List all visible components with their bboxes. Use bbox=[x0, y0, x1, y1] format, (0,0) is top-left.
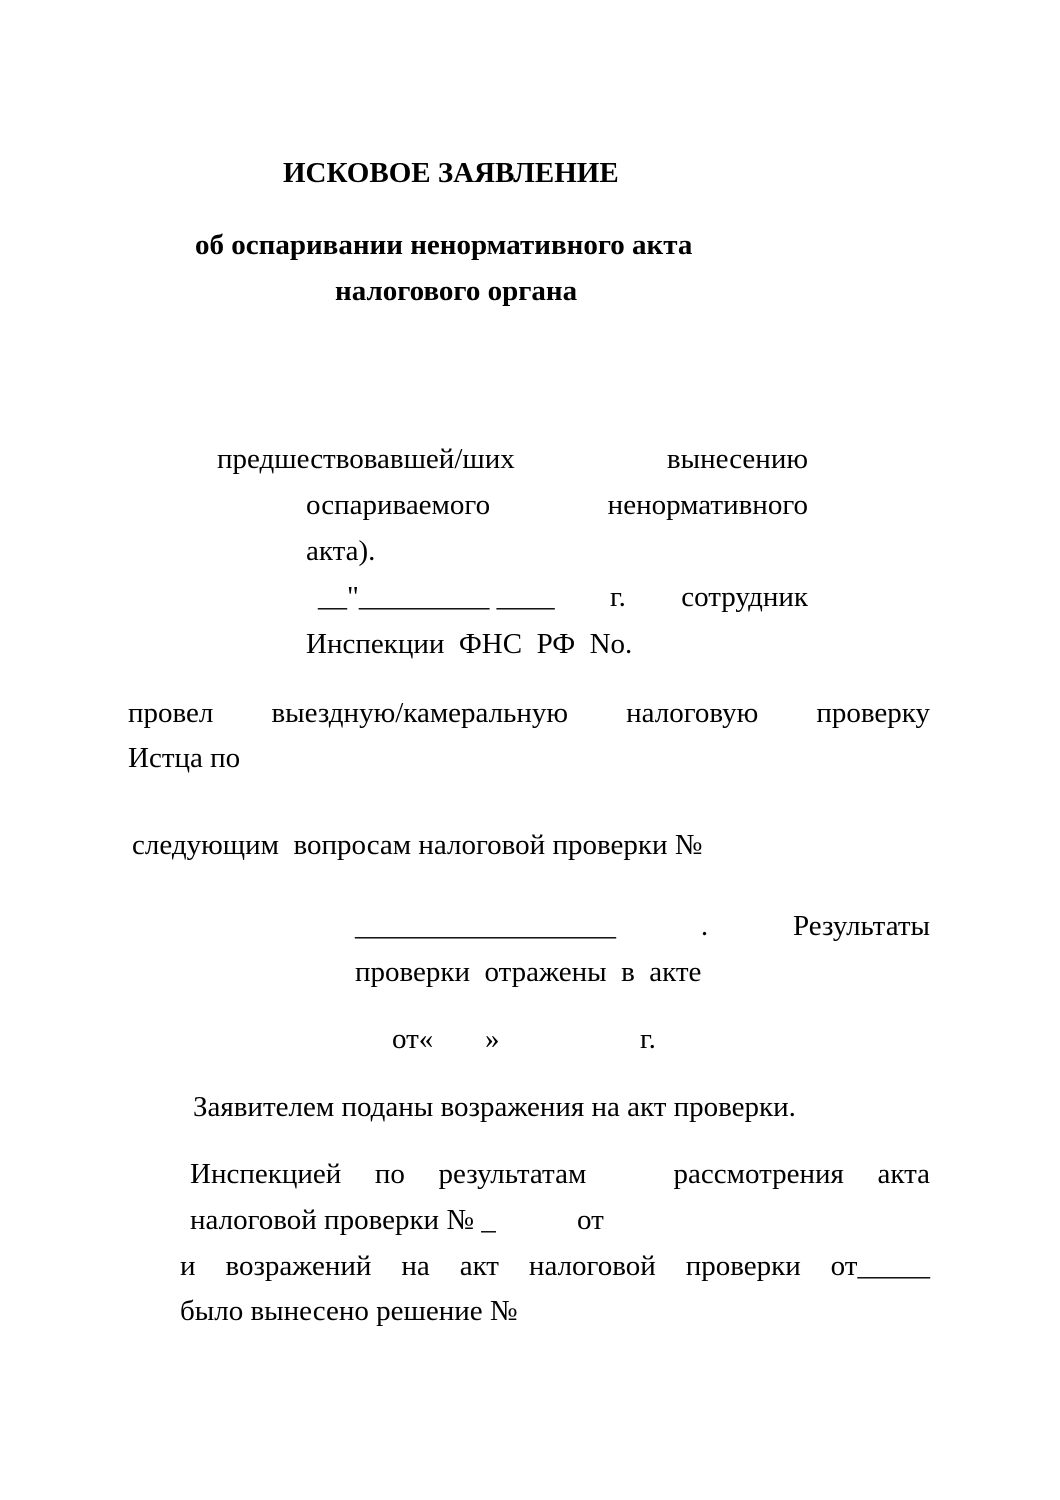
p6-word: и bbox=[180, 1250, 196, 1282]
p6-word: налоговой bbox=[528, 1250, 656, 1282]
p6-word: результатам bbox=[438, 1158, 587, 1190]
document-subtitle-line1: об оспаривании ненормативного акта bbox=[195, 229, 693, 261]
p4-line1 bbox=[355, 912, 930, 941]
p6-word: на bbox=[401, 1250, 430, 1282]
p4-line3-from: от« bbox=[392, 1023, 434, 1055]
p6-word: акта bbox=[877, 1158, 930, 1190]
p4-word: Результаты bbox=[793, 910, 930, 942]
p1-line2 bbox=[306, 491, 808, 520]
p1-line1 bbox=[217, 445, 808, 474]
p2-line1 bbox=[128, 699, 930, 728]
p5-line1: Заявителем поданы возражения на акт проверки. bbox=[193, 1091, 796, 1123]
p4-word: __________________ bbox=[355, 910, 616, 942]
p6-line4: было вынесено решение № bbox=[180, 1295, 518, 1327]
p6-line2-a: налоговой проверки № _ bbox=[190, 1204, 496, 1236]
p6-word: по bbox=[374, 1158, 405, 1190]
p1-word: ненормативного bbox=[607, 489, 808, 521]
p1-line3: акта). bbox=[306, 535, 376, 567]
p4-line3-quote: » bbox=[485, 1023, 500, 1055]
p4-word: . bbox=[700, 910, 709, 942]
p2-word: налоговую bbox=[626, 697, 759, 729]
p2-word: проверку bbox=[816, 697, 930, 729]
p2-line2: Истца по bbox=[128, 742, 241, 774]
p6-word: рассмотрения bbox=[673, 1158, 844, 1190]
p6-word: проверки bbox=[685, 1250, 801, 1282]
p6-line3 bbox=[180, 1252, 930, 1281]
p1-word: г. bbox=[610, 581, 626, 613]
p1-word: оспариваемого bbox=[306, 489, 491, 521]
p6-word: Инспекцией bbox=[190, 1158, 342, 1190]
p1-word: __"_________ ____ bbox=[318, 581, 555, 613]
p6-word: возражений bbox=[225, 1250, 372, 1282]
p6-line2-b: от bbox=[577, 1204, 604, 1236]
p1-word: вынесению bbox=[666, 443, 808, 475]
p1-line5: Инспекции ФНС РФ No. bbox=[306, 628, 633, 660]
p4-line2: проверки отражены в акте bbox=[355, 956, 702, 988]
p2-word: провел bbox=[128, 697, 214, 729]
p6-word: акт bbox=[459, 1250, 499, 1282]
p3-line1: следующим вопросам налоговой проверки № bbox=[132, 829, 703, 861]
document-subtitle-line2: налогового органа bbox=[335, 275, 578, 307]
document-title: ИСКОВОЕ ЗАЯВЛЕНИЕ bbox=[283, 157, 619, 189]
p2-word: выездную/камеральную bbox=[271, 697, 569, 729]
p1-word: предшествовавшей/ших bbox=[217, 443, 515, 475]
p1-line4 bbox=[318, 583, 808, 612]
p6-line1 bbox=[190, 1160, 930, 1189]
p4-line3-year: г. bbox=[640, 1023, 656, 1055]
p1-word: сотрудник bbox=[681, 581, 808, 613]
p6-word: от_____ bbox=[830, 1250, 930, 1282]
